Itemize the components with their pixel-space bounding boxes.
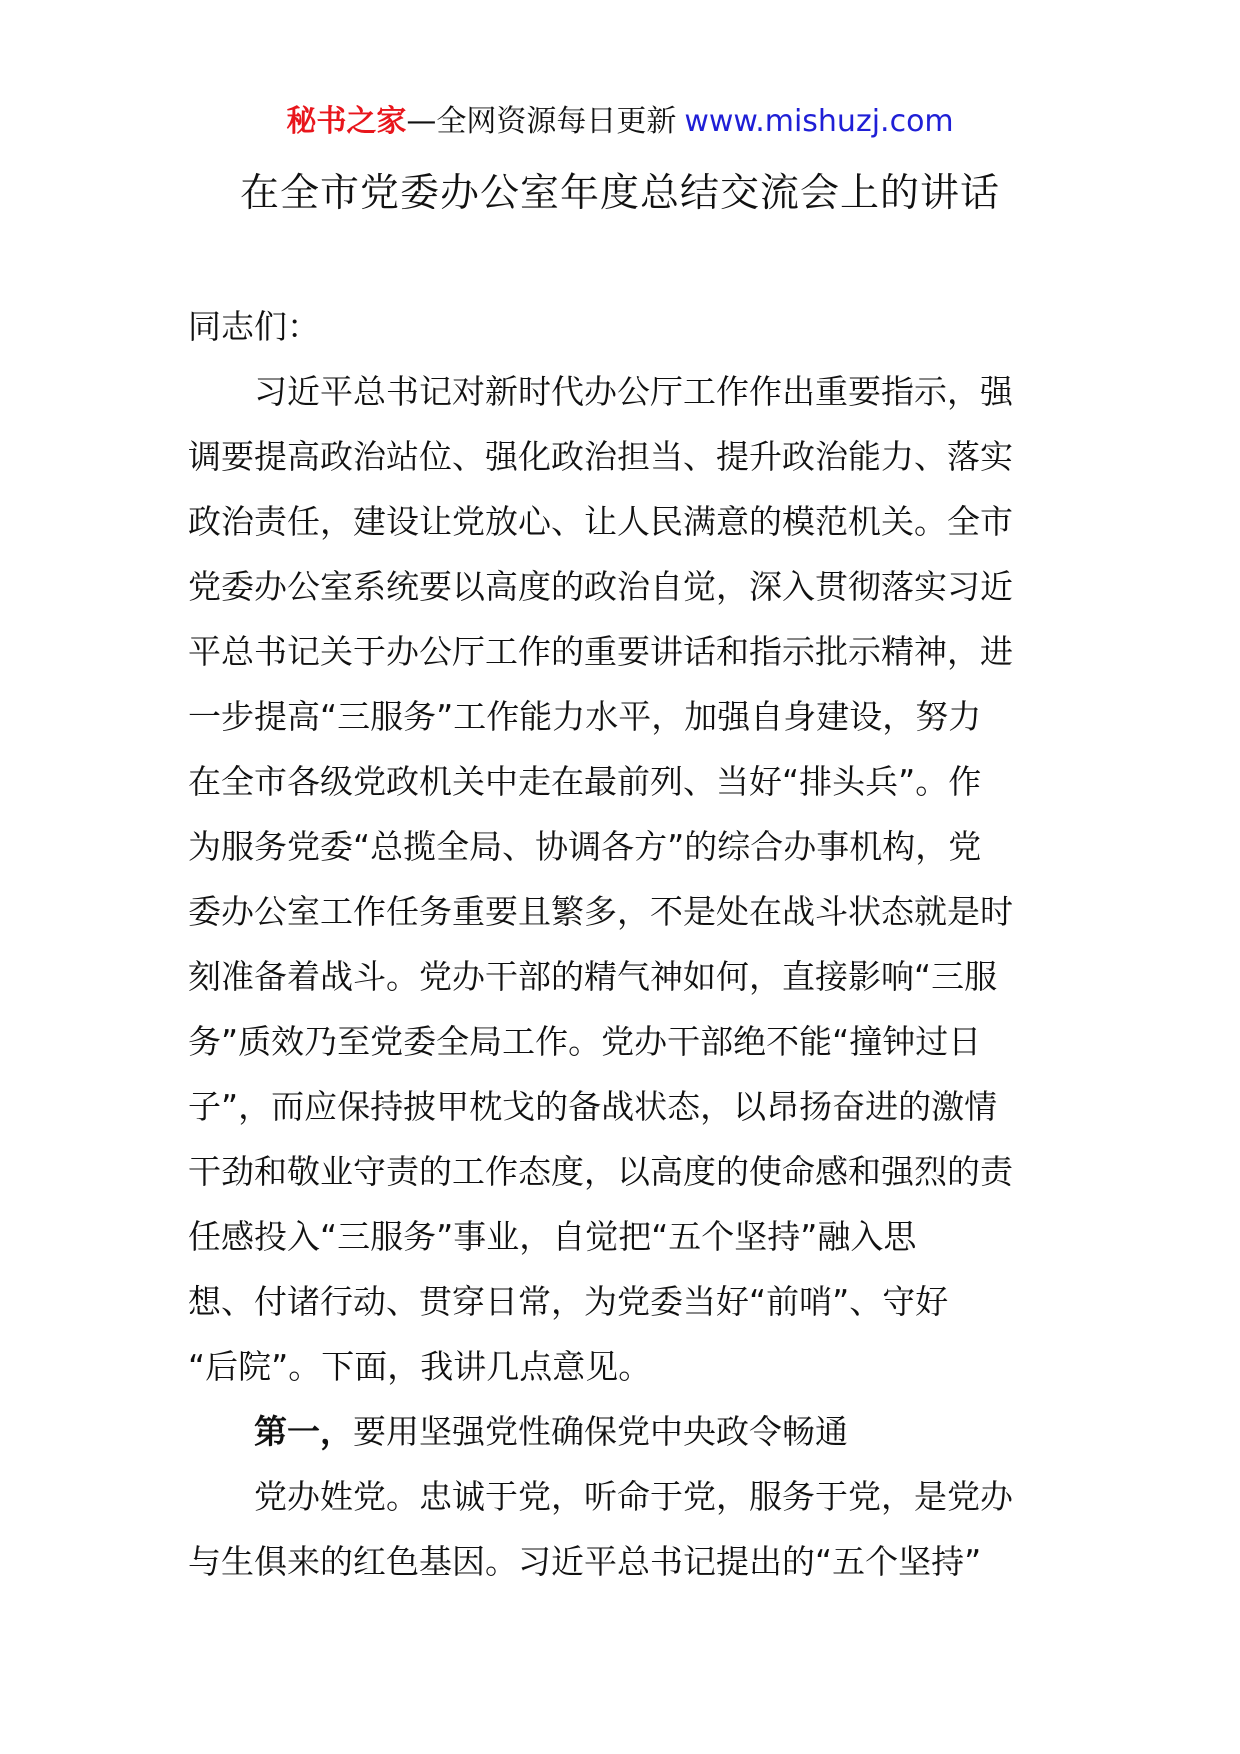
paragraph-line: “后院”。下面，我讲几点意见。 bbox=[188, 1347, 652, 1386]
salutation: 同志们： bbox=[188, 307, 320, 346]
brand-name: 秘书之家 bbox=[286, 104, 407, 139]
section-number: 第一， bbox=[254, 1412, 353, 1451]
paragraph-line: 调要提高政治站位、强化政治担当、提升政治能力、落实 bbox=[188, 437, 1013, 476]
paragraph-line: 任感投入“三服务”事业，自觉把“五个坚持”融入思 bbox=[188, 1217, 917, 1256]
site-url-link[interactable]: www.mishuzj.com bbox=[684, 104, 954, 139]
paragraph-line: 党委办公室系统要以高度的政治自觉，深入贯彻落实习近 bbox=[188, 567, 1013, 606]
paragraph-line: 党办姓党。忠诚于党，听命于党，服务于党，是党办 bbox=[254, 1477, 1013, 1516]
header-tagline: —全网资源每日更新 bbox=[406, 104, 677, 139]
paragraph-line: 习近平总书记对新时代办公厅工作作出重要指示，强 bbox=[254, 372, 1013, 411]
paragraph-line: 在全市各级党政机关中走在最前列、当好“排头兵”。作 bbox=[188, 762, 982, 801]
paragraph-line: 与生俱来的红色基因。习近平总书记提出的“五个坚持” bbox=[188, 1542, 982, 1581]
section-heading-text: 要用坚强党性确保党中央政令畅通 bbox=[353, 1412, 848, 1451]
paragraph-line: 为服务党委“总揽全局、协调各方”的综合办事机构，党 bbox=[188, 827, 982, 866]
paragraph-line: 干劲和敬业守责的工作态度，以高度的使命感和强烈的责 bbox=[188, 1152, 1013, 1191]
watermark-header bbox=[0, 100, 1240, 144]
paragraph-line: 务”质效乃至党委全局工作。党办干部绝不能“撞钟过日 bbox=[188, 1022, 982, 1061]
document-title: 在全市党委办公室年度总结交流会上的讲话 bbox=[239, 171, 1000, 216]
paragraph-line: 子”，而应保持披甲枕戈的备战状态，以昂扬奋进的激情 bbox=[188, 1087, 998, 1126]
section-heading bbox=[188, 1399, 1050, 1464]
paragraph-line: 政治责任，建设让党放心、让人民满意的模范机关。全市 bbox=[188, 502, 1013, 541]
paragraph-line: 平总书记关于办公厅工作的重要讲话和指示批示精神，进 bbox=[188, 632, 1013, 671]
paragraph-line: 刻准备着战斗。党办干部的精气神如何，直接影响“三服 bbox=[188, 957, 998, 996]
paragraph-line: 想、付诸行动、贯穿日常，为党委当好“前哨”、守好 bbox=[188, 1282, 949, 1321]
paragraph-line: 一步提高“三服务”工作能力水平，加强自身建设，努力 bbox=[188, 697, 982, 736]
document-body bbox=[188, 294, 1050, 1594]
paragraph-line: 委办公室工作任务重要且繁多，不是处在战斗状态就是时 bbox=[188, 892, 1013, 931]
